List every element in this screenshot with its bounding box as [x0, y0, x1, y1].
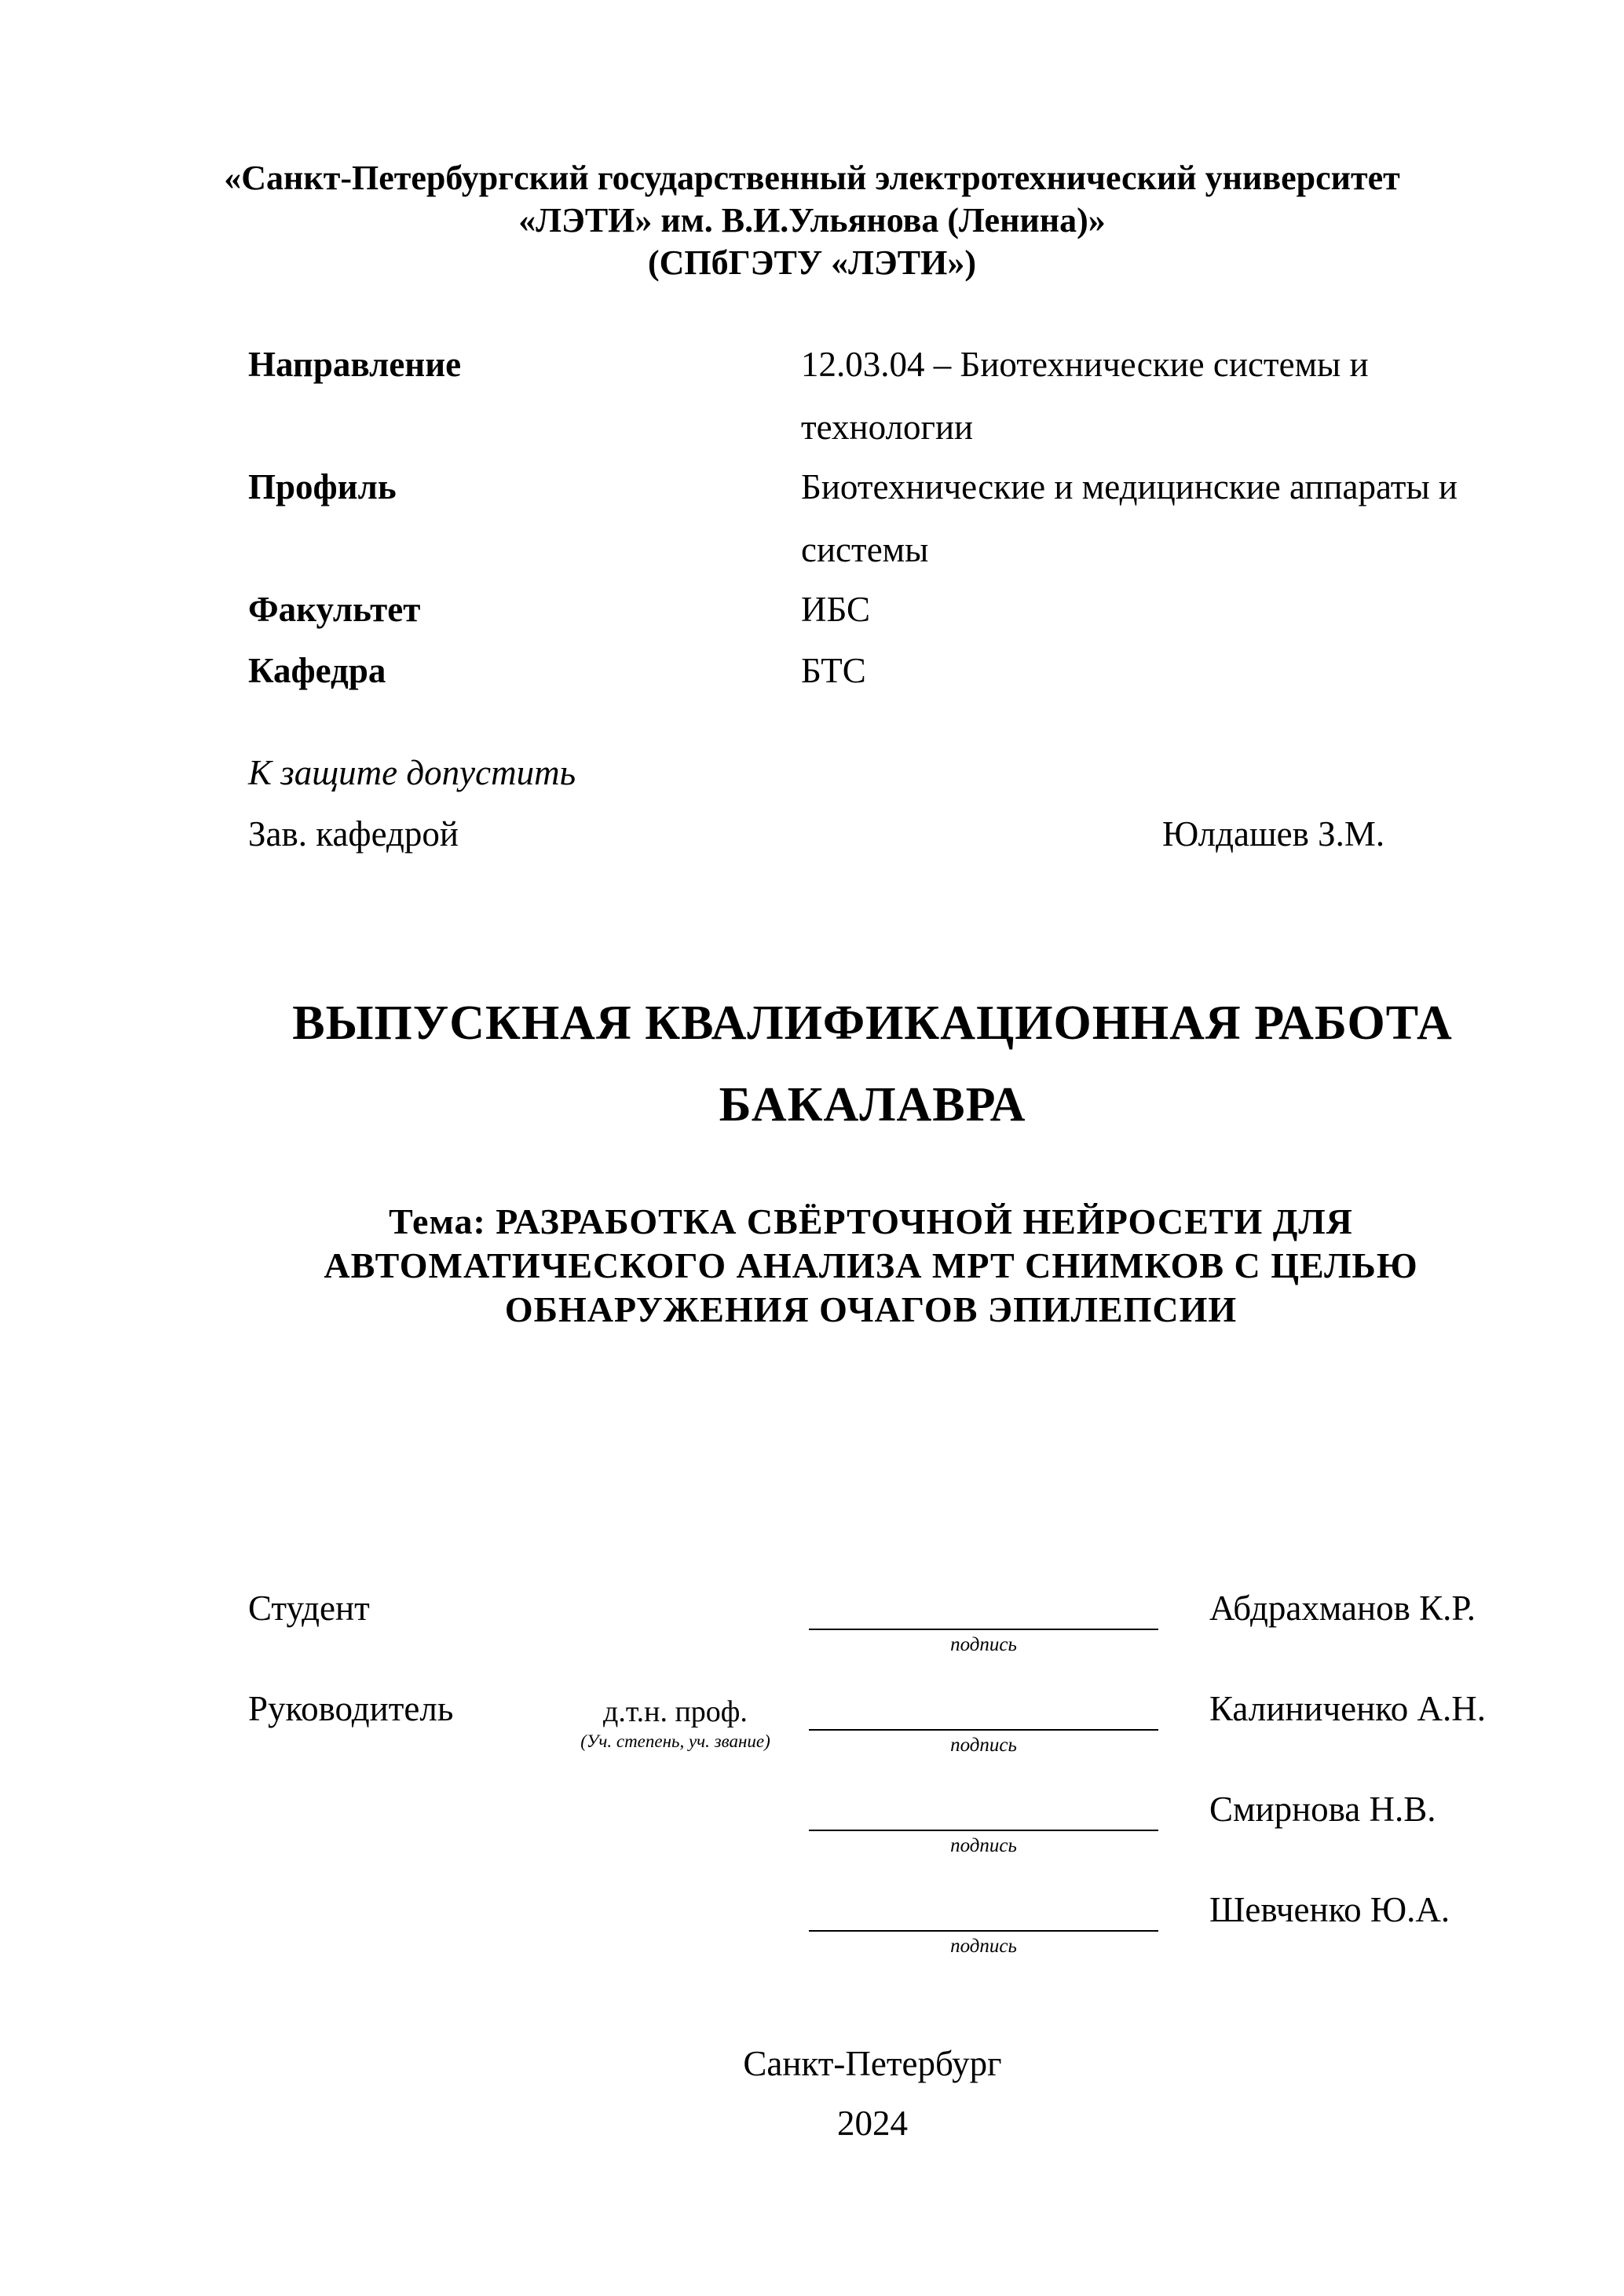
- field-label-faculty: Факультет: [248, 590, 421, 629]
- field-label-profile: Профиль: [248, 467, 397, 506]
- student-signature-caption: подпись: [950, 1634, 1017, 1655]
- consultant-signature-caption: подпись: [950, 1835, 1017, 1856]
- consultant-2-name: Шевченко Ю.А.: [1209, 1890, 1450, 1929]
- document-title-line1: ВЫПУСКНАЯ КВАЛИФИКАЦИОННАЯ РАБОТА: [292, 996, 1453, 1050]
- field-value-faculty: ИБС: [801, 590, 871, 629]
- field-value-department: БТС: [801, 651, 866, 690]
- footer-year: 2024: [837, 2104, 908, 2143]
- theme-line1: Тема: РАЗРАБОТКА СВЁРТОЧНОЙ НЕЙРОСЕТИ ДЛЯ: [389, 1201, 1353, 1241]
- student-label: Студент: [248, 1589, 370, 1628]
- field-label-direction: Направление: [248, 345, 462, 384]
- university-name-line2: «ЛЭТИ» им. В.И.Ульянова (Ленина)»: [518, 201, 1106, 239]
- degree-caption: (Уч. степень, уч. звание): [580, 1731, 770, 1751]
- admit-to-defense: К защите допустить: [248, 753, 576, 792]
- head-of-department-name: Юлдашев З.М.: [1162, 814, 1385, 854]
- consultant-name: Смирнова Н.В.: [1209, 1790, 1436, 1829]
- consultant-signature-line: [809, 1830, 1158, 1831]
- supervisor-label: Руководитель: [248, 1689, 454, 1728]
- student-name: Абдрахманов К.Р.: [1209, 1589, 1476, 1628]
- field-value-direction: 12.03.04 – Биотехнические системы и технологии: [801, 345, 1369, 447]
- theme-line3: ОБНАРУЖЕНИЯ ОЧАГОВ ЭПИЛЕПСИИ: [504, 1289, 1238, 1329]
- field-label-department: Кафедра: [248, 651, 386, 690]
- supervisor-signature-caption: подпись: [950, 1735, 1017, 1756]
- consultant-2-signature-caption: подпись: [950, 1936, 1017, 1957]
- consultant-2-signature-line: [809, 1930, 1158, 1932]
- university-abbreviation: (СПбГЭТУ «ЛЭТИ»): [648, 243, 976, 282]
- theme-line2: АВТОМАТИЧЕСКОГО АНАЛИЗА МРТ СНИМКОВ С ЦЕЛЬЮ: [324, 1245, 1418, 1285]
- supervisor-name: Калиниченко А.Н.: [1209, 1689, 1487, 1728]
- head-of-department-label: Зав. кафедрой: [248, 814, 459, 854]
- supervisor-degree: д.т.н. проф.: [603, 1695, 748, 1728]
- university-name-line1: «Санкт-Петербургский государственный электротехнический университет: [224, 159, 1400, 197]
- document-title-line2: БАКАЛАВРА: [719, 1078, 1026, 1132]
- footer-city: Санкт-Петербург: [743, 2044, 1002, 2083]
- student-signature-line: [809, 1629, 1158, 1630]
- supervisor-signature-line: [809, 1729, 1158, 1731]
- field-value-profile: Биотехнические и медицинские аппараты и системы: [801, 467, 1458, 569]
